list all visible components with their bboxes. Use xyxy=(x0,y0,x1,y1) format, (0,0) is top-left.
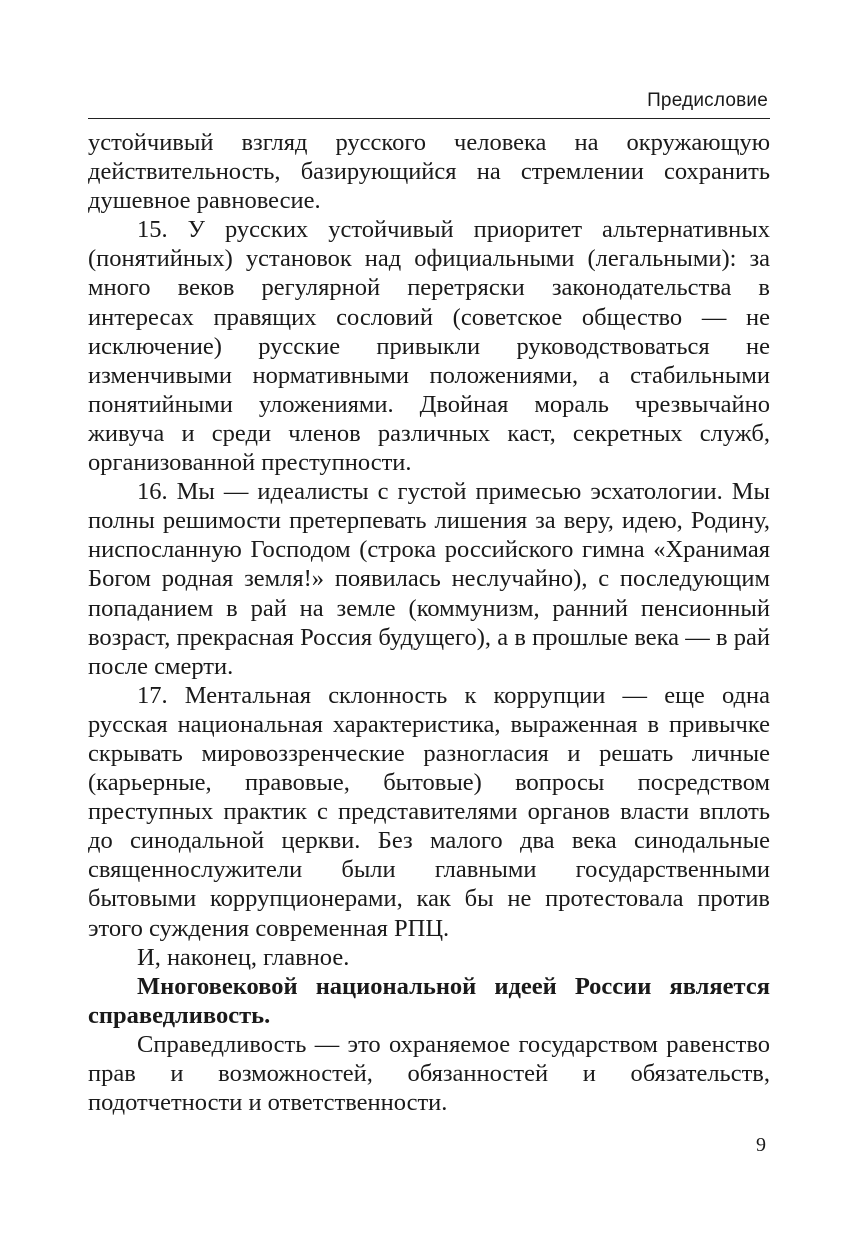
paragraph-continuation: устойчивый взгляд русского человека на окружающую действительность, базирующийся на стремлении сохранить душевное равновесие. xyxy=(88,129,770,215)
running-header xyxy=(88,86,770,119)
body-text xyxy=(88,128,770,1117)
paragraph-justice-definition: Справедливость — это охраняемое государством равенство прав и возможностей, обязанностей и обязательств, подотчетности и ответственности. xyxy=(88,1030,770,1117)
paragraph-finally: И, наконец, главное. xyxy=(137,943,350,971)
paragraph-item-17: 17. Ментальная склонность к коррупции — еще одна русская национальная характеристика, выраженная в привычке скрывать мировоззренческие разногласия и решать личные (карьерные, правовые, бытовые) вопросы посредством преступных практик с представителями органов власти вплоть до синодальной церкви. Без малого два века синодальные священнослужители были главными государственными бытовыми коррупционерами, как бы не протестовала против этого суждения современная РПЦ. xyxy=(88,681,770,942)
paragraph-item-16: 16. Мы — идеалисты с густой примесью эсхатологии. Мы полны решимости претерпевать лишения за веру, идею, Родину, ниспосланную Господом (строка российского гимна «Хранимая Богом родная земля!» появилась неслучайно), с последующим попаданием в рай на земле (коммунизм, ранний пенсионный возраст, прекрасная Россия будущего), а в прошлые века — в рай после смерти. xyxy=(88,478,770,680)
section-title: Предисловие xyxy=(647,90,768,111)
page-number: 9 xyxy=(756,1134,766,1156)
paragraph-item-15: 15. У русских устойчивый приоритет альтернативных (понятийных) установок над официальными (легальными): за много веков регулярной перетряски законодательства в интересах правящих сословий (советское общество — не исключение) русские привыкли руководствоваться не изменчивыми нормативными положениями, а стабильными понятийными уложениями. Двойная мораль чрезвычайно живуча и среди членов различных каст, секретных служб, организованной преступности. xyxy=(88,216,770,477)
paragraph-national-idea: Многовековой национальной идеей России является справедливость. xyxy=(88,972,770,1029)
